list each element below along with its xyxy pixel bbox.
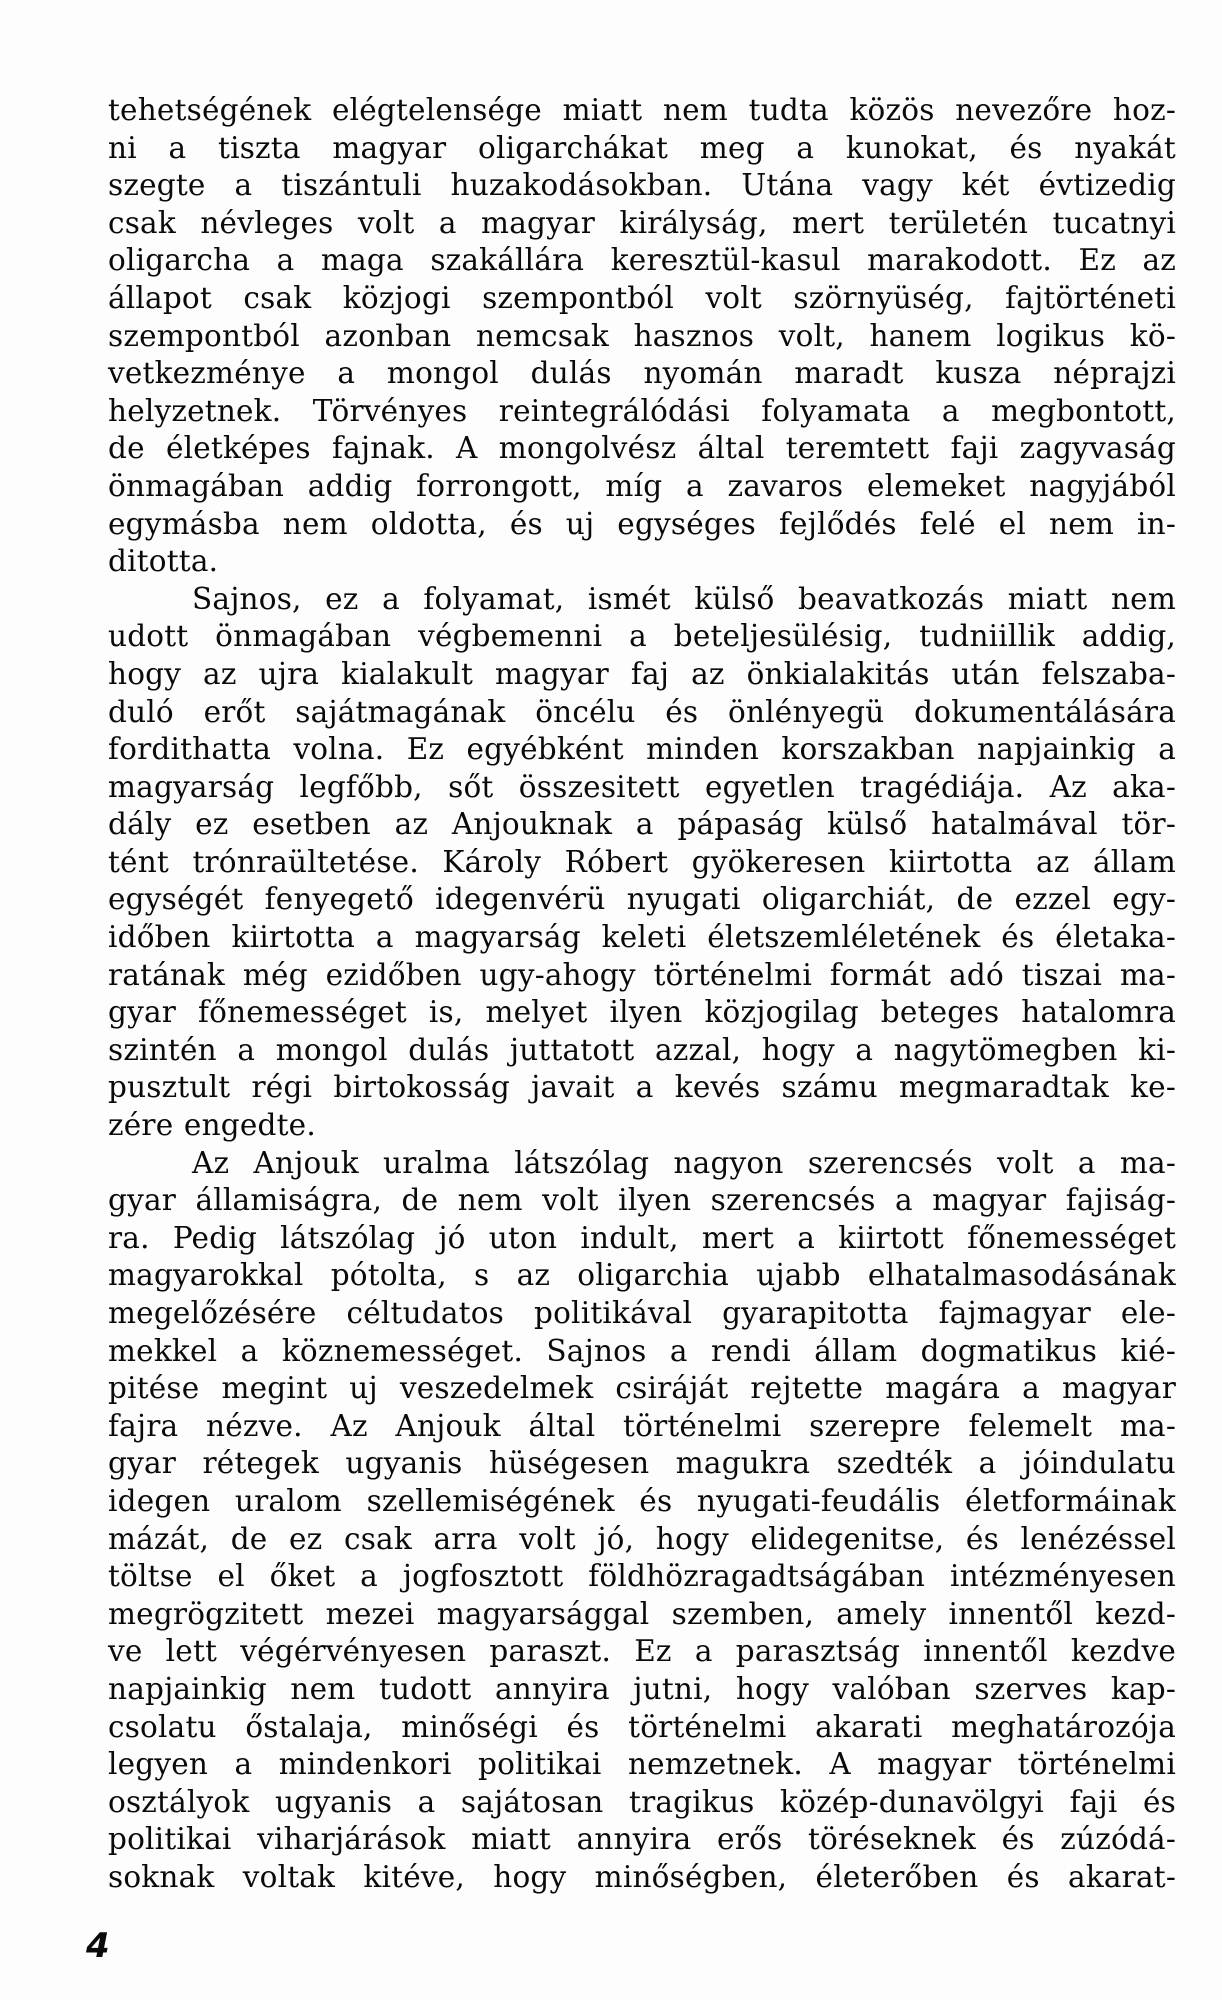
text-line: soknak voltak kitéve, hogy minőségben, életerőben és akarat- (108, 1859, 1176, 1894)
text-line: pitése megint uj veszedelmek csiráját rejtette magára a magyar (108, 1371, 1176, 1406)
text-line: fajra nézve. Az Anjouk által történelmi szerepre felemelt ma- (108, 1408, 1176, 1443)
text-line: ni a tiszta magyar oligarchákat meg a kunokat, és nyakát (108, 130, 1176, 165)
text-line: dály ez esetben az Anjouknak a pápaság külső hatalmával tör- (108, 807, 1176, 842)
text-line: önmagában addig forrongott, míg a zavaros elemeket nagyjából (108, 468, 1176, 503)
text-line: tént trónraültetése. Károly Róbert gyökeresen kiirtotta az állam (108, 844, 1176, 879)
text-line: fordithatta volna. Ez egyébként minden korszakban napjainkig a (108, 732, 1176, 767)
text-line: osztályok ugyanis a sajátosan tragikus közép-dunavölgyi faji és (108, 1784, 1176, 1819)
text-line: duló erőt sajátmagának öncélu és önlényegü dokumentálására (108, 694, 1176, 729)
text-line: vetkezménye a mongol dulás nyomán maradt kusza néprajzi (108, 356, 1176, 391)
text-line: oligarcha a maga szakállára keresztül-kasul marakodott. Ez az (108, 243, 1176, 278)
text-line: csolatu őstalaja, minőségi és történelmi akarati meghatározója (108, 1709, 1176, 1744)
text-line: ditotta. (108, 544, 219, 579)
text-line: mázát, de ez csak arra volt jó, hogy elidegenitse, és lenézéssel (108, 1521, 1176, 1556)
text-line: ve lett végérvényesen paraszt. Ez a parasztság innentől kezdve (108, 1634, 1176, 1669)
text-line: Sajnos, ez a folyamat, ismét külső beavatkozás miatt nem (192, 581, 1176, 616)
text-line: ratának még ezidőben ugy-ahogy történelmi formát adó tiszai ma- (108, 957, 1176, 992)
text-line: megelőzésére céltudatos politikával gyarapitotta fajmagyar ele- (108, 1296, 1176, 1330)
text-line: pusztult régi birtokosság javait a kevés számu megmaradtak ke- (108, 1070, 1176, 1105)
text-line: magyarokkal pótolta, s az oligarchia ujabb elhatalmasodásának (108, 1258, 1176, 1293)
text-line: szegte a tiszántuli huzakodásokban. Utána vagy két évtizedig (108, 168, 1176, 203)
text-line: Az Anjouk uralma látszólag nagyon szerencsés volt a ma- (192, 1145, 1176, 1180)
text-line: napjainkig nem tudott annyira jutni, hogy valóban szerves kap- (108, 1671, 1176, 1706)
text-line: tehetségének elégtelensége miatt nem tudta közös nevezőre hoz- (108, 93, 1176, 127)
text-line: szintén a mongol dulás juttatott azzal, hogy a nagytömegben ki- (108, 1032, 1176, 1067)
text-line: hogy az ujra kialakult magyar faj az önkialakitás után felszaba- (108, 656, 1176, 691)
text-line: megrögzitett mezei magyarsággal szemben, amely innentől kezd- (108, 1596, 1176, 1631)
text-line: udott önmagában végbemenni a beteljesülésig, tudniillik addig, (108, 619, 1176, 654)
text-line: politikai viharjárások miatt annyira erős töréseknek és zúzódá- (108, 1822, 1176, 1857)
text-line: szempontból azonban nemcsak hasznos volt, hanem logikus kö- (108, 318, 1176, 353)
text-line: ra. Pedig látszólag jó uton indult, mert a kiirtott főnemességet (108, 1220, 1176, 1255)
text-line: idegen uralom szellemiségének és nyugati-feudális életformáinak (108, 1483, 1176, 1518)
text-line: gyar főnemességet is, melyet ilyen közjogilag beteges hatalomra (108, 995, 1176, 1030)
text-line: de életképes fajnak. A mongolvész által teremtett faji zagyvaság (108, 431, 1176, 466)
text-line: zére engedte. (108, 1108, 316, 1143)
page-number: 4 (86, 1926, 110, 1966)
text-line: legyen a mindenkori politikai nemzetnek. A magyar történelmi (108, 1747, 1176, 1782)
text-line: csak névleges volt a magyar királyság, mert területén tucatnyi (108, 205, 1176, 240)
text-line: töltse el őket a jogfosztott földhözragadtságában intézményesen (108, 1559, 1176, 1594)
text-line: mekkel a köznemességet. Sajnos a rendi állam dogmatikus kié- (108, 1333, 1176, 1368)
text-line: gyar államiságra, de nem volt ilyen szerencsés a magyar fajiság- (108, 1183, 1176, 1218)
body-text (108, 92, 1176, 1897)
text-line: időben kiirtotta a magyarság keleti életszemléletének és életaka- (108, 920, 1176, 955)
text-line: egymásba nem oldotta, és uj egységes fejlődés felé el nem in- (108, 506, 1176, 541)
text-line: magyarság legfőbb, sőt összesitett egyetlen tragédiája. Az aka- (108, 769, 1176, 804)
text-line: egységét fenyegető idegenvérü nyugati oligarchiát, de ezzel egy- (108, 882, 1176, 917)
text-line: gyar rétegek ugyanis hüségesen magukra szedték a jóindulatu (108, 1446, 1176, 1481)
text-line: helyzetnek. Törvényes reintegrálódási folyamata a megbontott, (108, 393, 1176, 428)
text-line: állapot csak közjogi szempontból volt szörnyüség, fajtörténeti (108, 280, 1176, 315)
